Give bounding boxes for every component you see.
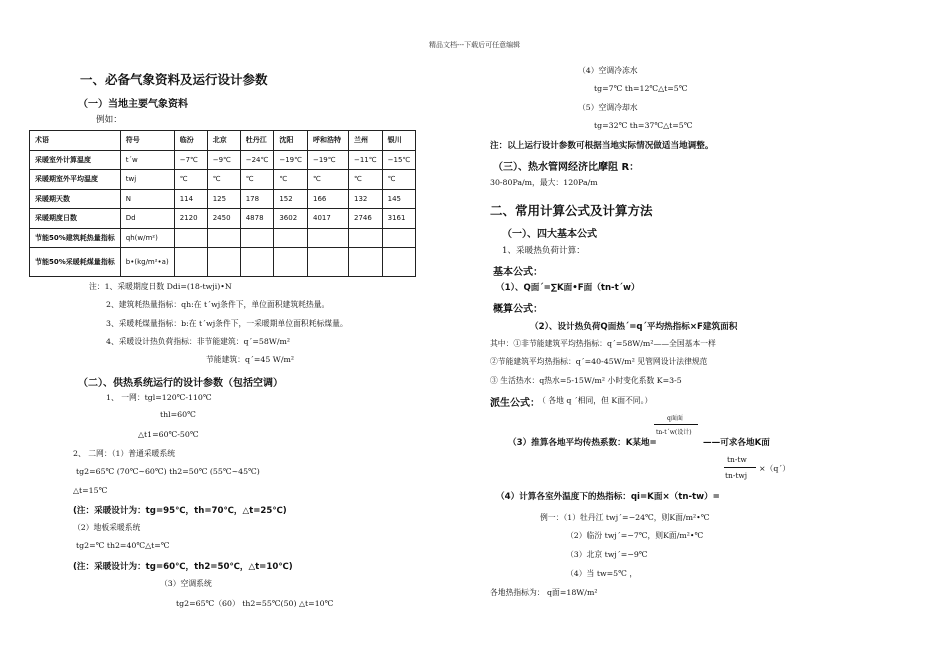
note-line: 3、采暖耗煤量指标：b:在 tˊwj条件下，一采暖期单位面积耗标煤量。 <box>106 319 348 328</box>
table-header-cell: 呼和浩特 <box>307 131 348 151</box>
formula-4: （4）计算各室外温度下的热指标：qi=K面×（tn-tw）= <box>496 492 720 502</box>
section-2-subtitle: （一）、四大基本公式 <box>502 229 597 240</box>
table-cell: ℃ <box>307 170 348 190</box>
param-note: (注：采暖设计为：tg=95℃，th=70℃，△t=25℃) <box>73 506 287 516</box>
section-1-title: 一、必备气象资料及运行设计参数 <box>80 72 268 87</box>
table-cell: 节能50%采暖耗煤量指标 <box>30 248 121 277</box>
table-cell <box>240 248 274 277</box>
section-1-subtitle-params: （二）、供热系统运行的设计参数（包括空调） <box>78 378 283 389</box>
param-line: tg2=℃ th2=40℃△t=℃ <box>76 541 170 550</box>
climate-data-table <box>29 130 416 277</box>
table-cell: N <box>120 189 174 209</box>
table-row <box>30 170 416 190</box>
where-line: 其中：①非节能建筑平均热指标：qˊ=58W/m²——全国基本一样 <box>490 339 716 348</box>
formula-3b-numerator: tn-tw <box>727 455 747 464</box>
table-cell: −15℃ <box>382 150 416 170</box>
table-header-cell: 牡丹江 <box>240 131 274 151</box>
table-cell: −24℃ <box>240 150 274 170</box>
table-cell: −19℃ <box>307 150 348 170</box>
table-cell: 3161 <box>382 209 416 229</box>
table-cell: 132 <box>348 189 382 209</box>
formula-3b-tail: ×（qˊ） <box>759 464 791 473</box>
approx-formula-label: 概算公式： <box>493 304 543 315</box>
param-line: △t=15℃ <box>73 486 108 495</box>
note-line: 4、采暖设计热负荷指标：非节能建筑：qˊ=58W/m² <box>106 337 291 346</box>
example-label: 例如： <box>96 115 122 125</box>
table-cell: 采暖期室外平均温度 <box>30 170 121 190</box>
section-1-subtitle-climate: （一）当地主要气象资料 <box>78 99 188 110</box>
table-cell <box>240 228 274 248</box>
table-cell <box>348 248 382 277</box>
table-cell: twj <box>120 170 174 190</box>
table-cell: 节能50%建筑耗热量指标 <box>30 228 121 248</box>
formula-3-numerator: q面面 <box>667 415 683 422</box>
right-item: （5）空调冷却水 <box>578 103 638 112</box>
table-header-cell: 兰州 <box>348 131 382 151</box>
table-header-cell: 符号 <box>120 131 174 151</box>
formula-3-tail: ——可求各地K面 <box>703 438 770 448</box>
table-cell: ℃ <box>240 170 274 190</box>
table-cell <box>382 248 416 277</box>
table-cell: 125 <box>207 189 240 209</box>
table-cell <box>307 228 348 248</box>
param-line: △t1=60℃-50℃ <box>138 430 199 439</box>
right-item: tg=7℃ th=12℃△t=5℃ <box>594 84 688 93</box>
table-cell: −7℃ <box>174 150 207 170</box>
table-row <box>30 209 416 229</box>
formula-3-denominator: tn-tˊw(设计) <box>656 429 692 436</box>
formula-3-label: （3）推算各地平均传热系数：K某地= <box>508 438 657 448</box>
param-line: tg2=65℃（60） th2=55℃(50) △t=10℃ <box>176 599 334 608</box>
right-item: tg=32℃ th=37℃△t=5℃ <box>594 121 693 130</box>
formula-3b-denominator: tn-twj <box>725 471 748 480</box>
table-cell <box>274 248 308 277</box>
table-header-cell: 沈阳 <box>274 131 308 151</box>
table-cell: −11℃ <box>348 150 382 170</box>
table-cell <box>174 228 207 248</box>
table-row <box>30 189 416 209</box>
table-cell: tˊw <box>120 150 174 170</box>
table-cell <box>207 248 240 277</box>
table-cell <box>274 228 308 248</box>
table-cell: −19℃ <box>274 150 308 170</box>
table-header-cell: 术语 <box>30 131 121 151</box>
table-row <box>30 150 416 170</box>
where-line: ③ 生活热水：q热水=5-15W/m² 小时变化系数 K=3-5 <box>490 376 682 385</box>
table-cell: 4017 <box>307 209 348 229</box>
derived-note: （ 各地 q ˊ相同，但 K面不同。） <box>538 396 653 405</box>
friction-values: 30-80Pa/m，最大：120Pa/m <box>490 178 598 187</box>
param-line: 1、 一网：tgl=120℃-110℃ <box>106 393 212 402</box>
section-2-title: 二、常用计算公式及计算方法 <box>490 203 653 218</box>
note-line: 2、建筑耗热量指标：qh:在 tˊwj条件下，单位面积建筑耗热量。 <box>106 300 330 309</box>
right-item: （4）空调冷冻水 <box>578 66 638 75</box>
formula-1: （1）、Q面ˊ=∑K面•F面（tn-tˊw） <box>496 283 640 293</box>
note-line: 注：1、采暖期度日数 Ddi=(18-twji)•N <box>89 282 232 291</box>
table-cell: 166 <box>307 189 348 209</box>
heat-index-result: 各地热指标为： q面=18W/m² <box>490 588 598 597</box>
table-cell: ℃ <box>174 170 207 190</box>
table-cell: qh(w/m²) <box>120 228 174 248</box>
table-cell: 178 <box>240 189 274 209</box>
table-cell: 采暖期天数 <box>30 189 121 209</box>
table-cell: ℃ <box>348 170 382 190</box>
param-line: （2）地板采暖系统 <box>73 523 141 532</box>
example-line: 例一：（1）牡丹江 twjˊ=−24℃，则K面/m²•℃ <box>540 513 710 522</box>
where-line: ②节能建筑平均热指标：qˊ=40-45W/m² 见管网设计法律规范 <box>490 357 708 366</box>
table-cell: 145 <box>382 189 416 209</box>
table-cell: ℃ <box>274 170 308 190</box>
table-cell: ℃ <box>207 170 240 190</box>
param-line: tg2=65℃ (70℃~60℃) th2=50℃ (55℃~45℃) <box>76 467 260 476</box>
example-line: （3）北京 twjˊ=−9℃ <box>566 550 648 559</box>
param-note: (注：采暖设计为：tg=60℃，th2=50℃，△t=10℃) <box>73 562 293 572</box>
table-header-row <box>30 131 416 151</box>
table-cell: 采暖期度日数 <box>30 209 121 229</box>
param-line: （3）空调系统 <box>160 579 212 588</box>
table-cell: −9℃ <box>207 150 240 170</box>
param-line: 2、 二网：（1）普通采暖系统 <box>73 449 176 458</box>
table-cell: 2450 <box>207 209 240 229</box>
derived-formula-label: 派生公式： <box>490 398 540 409</box>
param-line: thl=60℃ <box>160 410 196 419</box>
page-header: 精品文档---下载后可任意编辑 <box>429 41 521 49</box>
table-cell: b•(kg/m²•a) <box>120 248 174 277</box>
table-cell: 2746 <box>348 209 382 229</box>
table-cell: 4878 <box>240 209 274 229</box>
table-cell <box>382 228 416 248</box>
table-row <box>30 228 416 248</box>
table-cell: ℃ <box>382 170 416 190</box>
table-cell: 采暖室外计算温度 <box>30 150 121 170</box>
table-cell <box>307 248 348 277</box>
table-cell: Dd <box>120 209 174 229</box>
table-cell: 2120 <box>174 209 207 229</box>
section-1-subtitle-friction: （三）、热水管网经济比摩阻 R： <box>493 162 640 173</box>
table-cell <box>174 248 207 277</box>
table-header-cell: 临汾 <box>174 131 207 151</box>
table-cell <box>348 228 382 248</box>
basic-formula-label: 基本公式： <box>493 267 543 278</box>
formula-2: （2）、设计热负荷Q面热ˊ=qˊ平均热指标×F建筑面积 <box>530 322 738 332</box>
table-cell <box>207 228 240 248</box>
table-cell: 152 <box>274 189 308 209</box>
table-cell: 114 <box>174 189 207 209</box>
table-header-cell: 北京 <box>207 131 240 151</box>
example-line: （4）当 tw=5℃ ， <box>566 569 638 578</box>
example-line: （2）临汾 twjˊ=−7℃，则K面/m²•℃ <box>566 531 704 540</box>
table-row <box>30 248 416 277</box>
table-header-cell: 银川 <box>382 131 416 151</box>
formula-3b-fraction-bar <box>724 467 756 468</box>
heating-load-item: 1、采暖热负荷计算： <box>502 246 585 256</box>
note-line: 节能建筑：qˊ=45 W/m² <box>206 355 294 364</box>
adjust-note: 注：以上运行设计参数可根据当地实际情况做适当地调整。 <box>490 141 714 151</box>
formula-3-fraction-bar <box>654 424 698 425</box>
table-cell: 3602 <box>274 209 308 229</box>
